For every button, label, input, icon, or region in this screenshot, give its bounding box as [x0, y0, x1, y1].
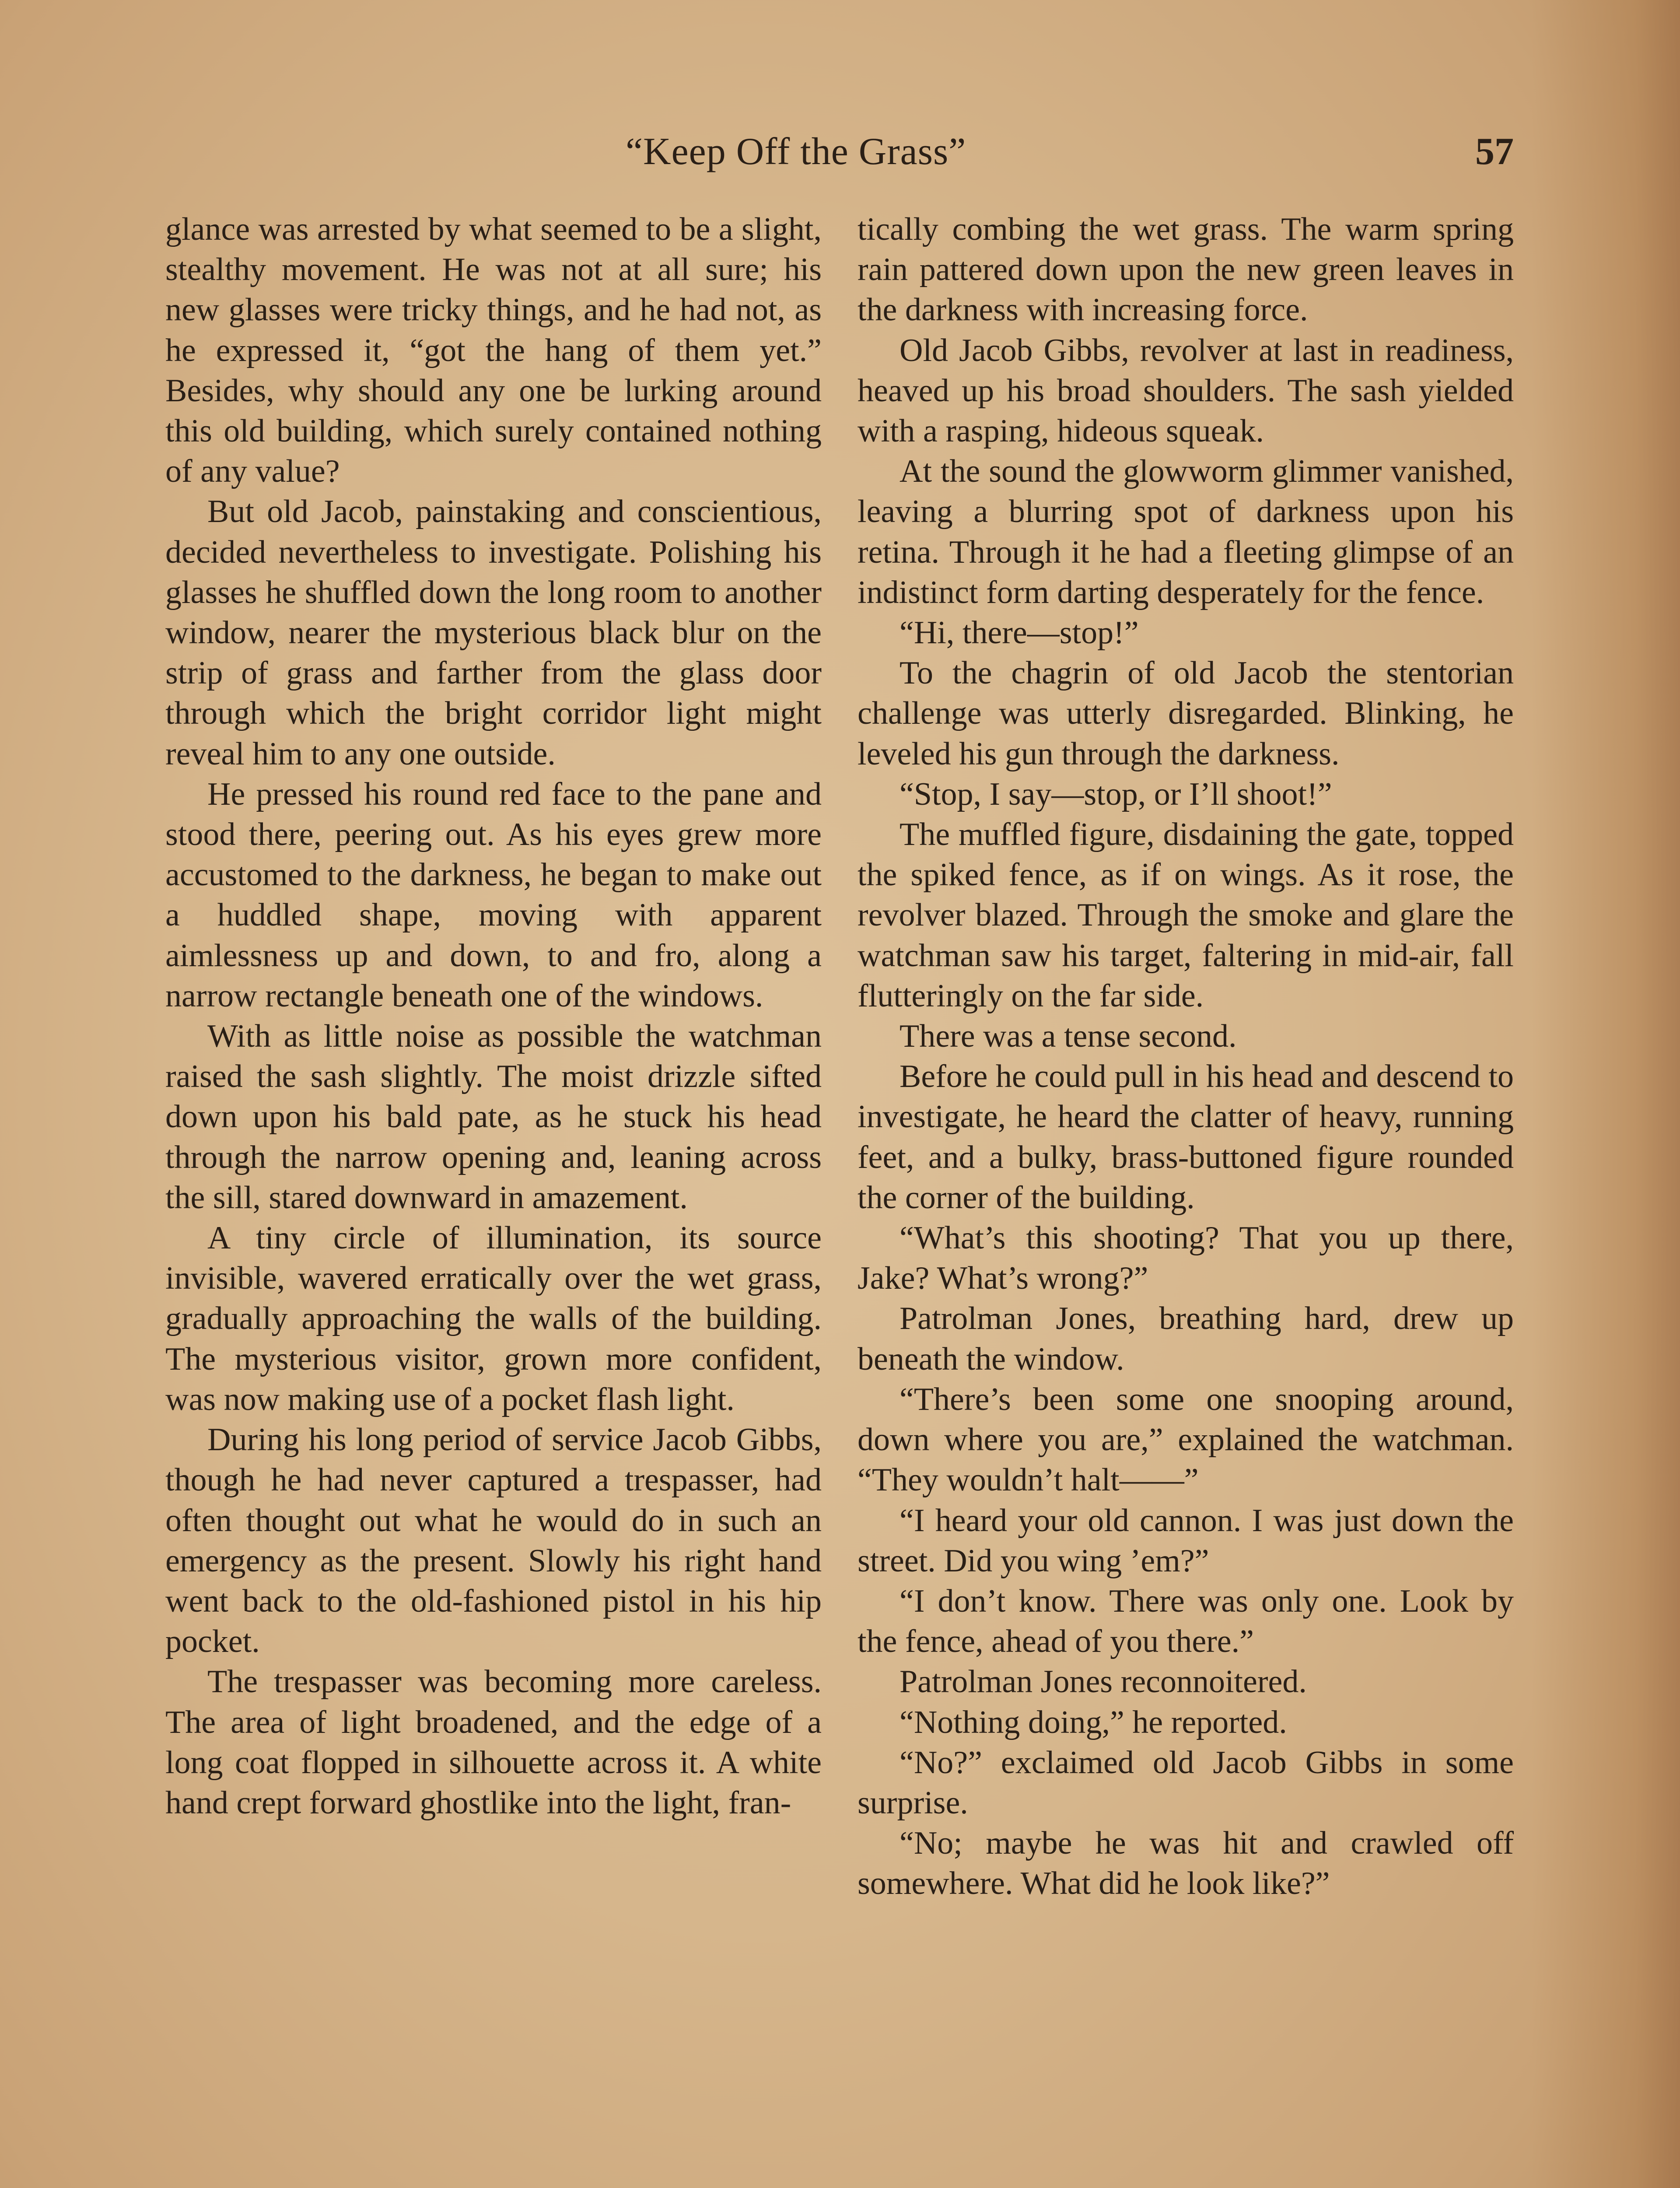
paragraph: Patrolman Jones reconnoitered. [900, 1664, 1307, 1700]
paragraph: He pressed his round red face to the pane and stood there, peering out. As his eyes grew more accustomed to the darkness, he began to make out a huddled shape, moving with apparent aimlessness up and down, to and fro, along a narrow rectangle beneath one of the windows. [165, 776, 822, 1014]
paragraph: “I don’t know. There was only one. Look by the fence, ahead of you there.” [858, 1583, 1514, 1660]
paragraph: “No?” exclaimed old Jacob Gibbs in some surprise. [858, 1744, 1514, 1821]
paragraph: glance was arrested by what seemed to be a slight, stealthy movement. He was not at all sure; his new glasses were tricky things, and he had not, as he expressed it, “got the hang of them yet.” Besides, why should any one be lurking around this old building, which surely contained nothing of any value? [165, 211, 822, 490]
paragraph: “Hi, there—stop!” [900, 615, 1139, 651]
paragraph: At the sound the glowworm glimmer vanished, leaving a blurring spot of darkness upon his retina. Through it he had a fleeting glimpse of an indistinct form darting desperately for the fence. [858, 453, 1514, 610]
paragraph: “I heard your old cannon. I was just down the street. Did you wing ’em?” [858, 1502, 1514, 1579]
paragraph: During his long period of service Jacob Gibbs, though he had never captured a trespasser, had often thought out what he would do in such an emergency as the present. Slowly his right hand went back to the old-fashioned pistol in his hip pocket. [165, 1422, 822, 1660]
paragraph: Old Jacob Gibbs, revolver at last in readiness, heaved up his broad shoulders. The sash yielded with a rasping, hideous squeak. [858, 332, 1514, 449]
paragraph: tically combing the wet grass. The warm spring rain pattered down upon the new green leaves in the darkness with increasing force. [858, 211, 1514, 328]
paragraph: But old Jacob, painstaking and conscientious, decided nevertheless to investigate. Polishing his glasses he shuffled down the long room to another window, nearer the mysterious black blur on the strip of grass and farther from the glass door through which the bright corridor light might reveal him to any one outside. [165, 494, 822, 772]
page-edge-shadow [1531, 0, 1680, 2188]
paragraph: With as little noise as possible the watchman raised the sash slightly. The moist drizzle sifted down upon his bald pate, as he stuck his head through the narrow opening and, leaning across the sill, stared downward in amazement. [165, 1018, 822, 1216]
page-number: 57 [1475, 130, 1514, 173]
paragraph: “Nothing doing,” he reported. [900, 1704, 1287, 1740]
paragraph: The muffled figure, disdaining the gate, topped the spiked fence, as if on wings. As it rose, the revolver blazed. Through the smoke and glare the watchman saw his target, faltering in mid-air, fall flutteringly on the far side. [858, 817, 1514, 1014]
page-header [166, 130, 1514, 182]
paragraph: “There’s been some one snooping around, down where you are,” explained the watchman. “They wouldn’t halt——” [858, 1381, 1514, 1498]
right-column [858, 209, 1514, 1904]
paragraph: The trespasser was becoming more careless. The area of light broadened, and the edge of a long coat flopped in silhouette across it. A white hand crept forward ghostlike into the light, fran- [165, 1664, 822, 1821]
paragraph: “What’s this shooting? That you up there, Jake? What’s wrong?” [858, 1220, 1514, 1297]
paragraph: There was a tense second. [900, 1018, 1237, 1055]
paragraph: Patrolman Jones, breathing hard, drew up beneath the window. [858, 1301, 1514, 1377]
paragraph: A tiny circle of illumination, its source invisible, wavered erratically over the wet grass, gradually approaching the walls of the building. The mysterious visitor, grown more confident, was now making use of a pocket flash light. [165, 1220, 822, 1417]
left-column [165, 209, 822, 1823]
paragraph: To the chagrin of old Jacob the stentorian challenge was utterly disregarded. Blinking, he leveled his gun through the darkness. [858, 655, 1514, 772]
running-title: “Keep Off the Grass” [626, 130, 966, 173]
paragraph: Before he could pull in his head and descend to investigate, he heard the clatter of heavy, running feet, and a bulky, brass-buttoned figure rounded the corner of the building. [858, 1059, 1514, 1216]
paragraph: “No; maybe he was hit and crawled off somewhere. What did he look like?” [858, 1825, 1514, 1902]
paragraph: “Stop, I say—stop, or I’ll shoot!” [900, 776, 1332, 812]
